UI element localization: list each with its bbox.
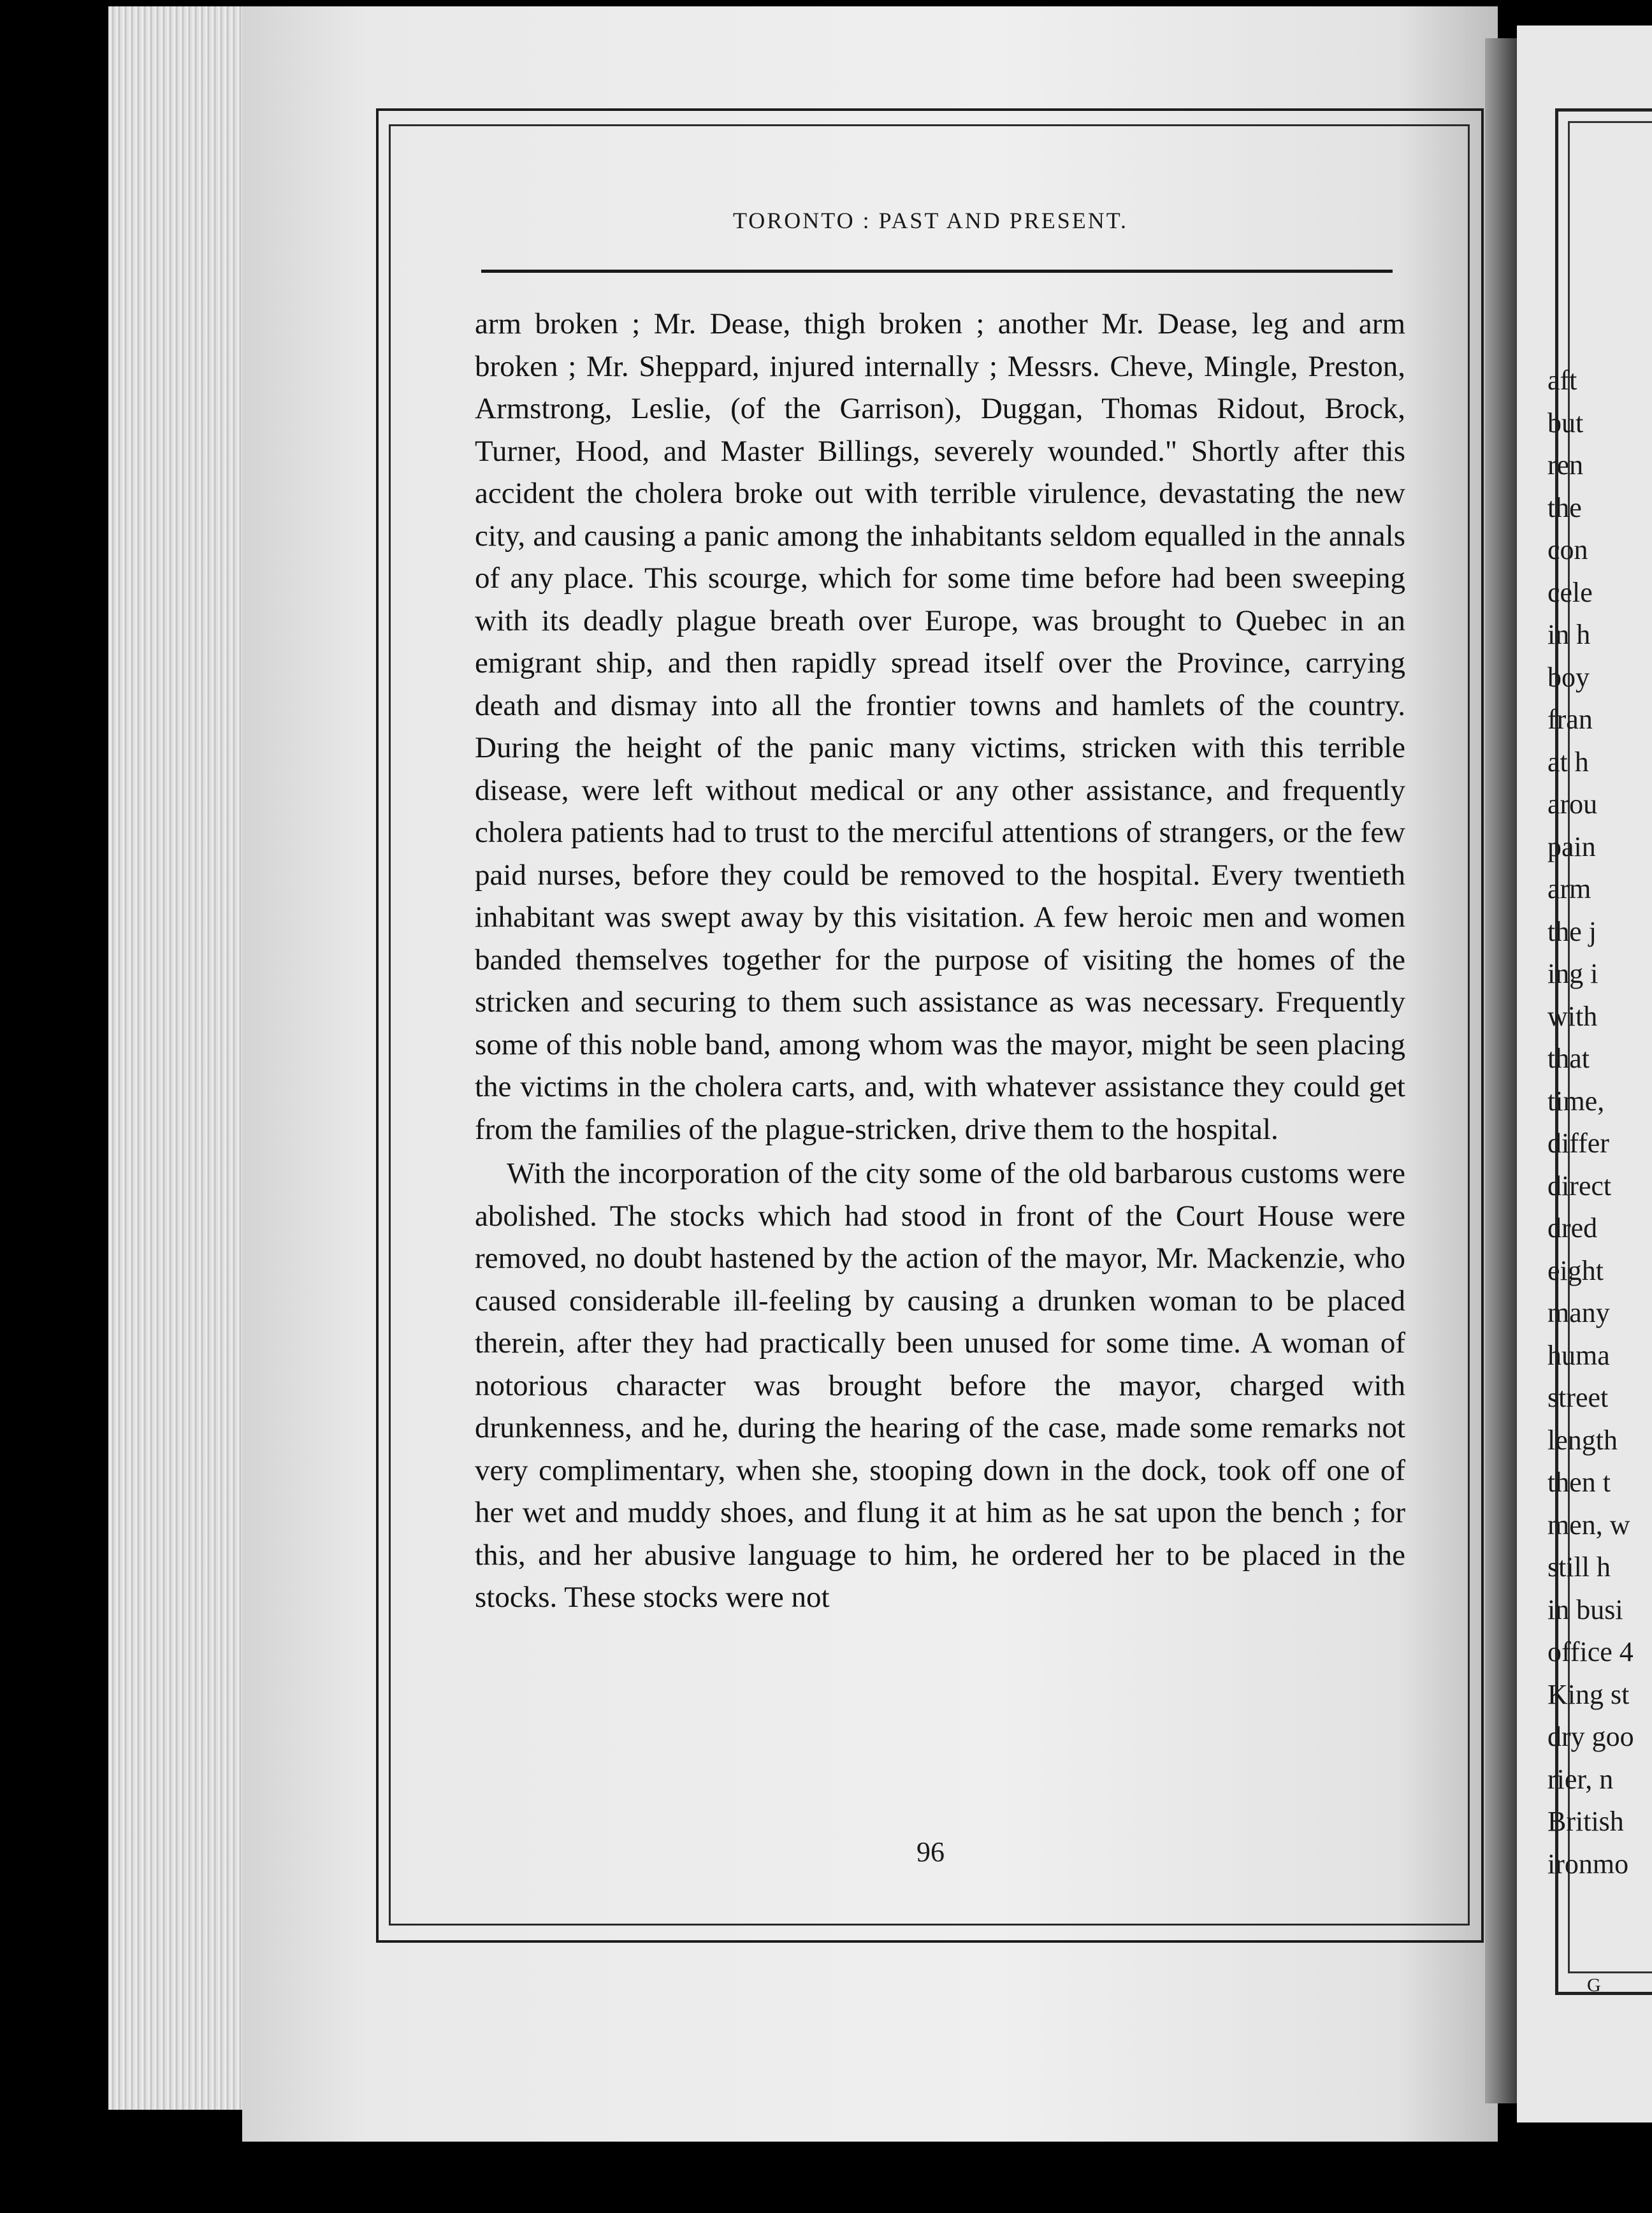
facing-page-line: con bbox=[1547, 534, 1588, 565]
facing-page-line: time, bbox=[1547, 1085, 1605, 1117]
facing-page-line: street bbox=[1547, 1382, 1609, 1413]
facing-page-line: pain bbox=[1547, 831, 1596, 862]
facing-page-line: dry goo bbox=[1547, 1721, 1634, 1752]
facing-page-line: but bbox=[1547, 407, 1584, 439]
facing-page-line: many bbox=[1547, 1297, 1610, 1328]
facing-page-line: length bbox=[1547, 1424, 1618, 1456]
facing-page-line: at h bbox=[1547, 746, 1589, 778]
facing-page-line: the j bbox=[1547, 915, 1597, 947]
facing-page-line: then t bbox=[1547, 1467, 1611, 1498]
facing-page-line: arm bbox=[1547, 873, 1591, 904]
facing-page bbox=[1517, 25, 1652, 2122]
facing-page-line: cele bbox=[1547, 576, 1593, 608]
body-text bbox=[475, 303, 1405, 1619]
facing-page-line: G bbox=[1587, 1975, 1601, 1996]
facing-page-line: direct bbox=[1547, 1170, 1612, 1201]
facing-page-line: that bbox=[1547, 1043, 1590, 1074]
facing-page-line: huma bbox=[1547, 1339, 1610, 1371]
facing-page-line: men, w bbox=[1547, 1509, 1630, 1541]
page-edges bbox=[108, 6, 242, 2110]
facing-page-line: office 4 bbox=[1547, 1636, 1634, 1667]
facing-page-line: King st bbox=[1547, 1678, 1630, 1710]
facing-page-line: dred bbox=[1547, 1212, 1598, 1244]
facing-page-line: in h bbox=[1547, 619, 1591, 650]
facing-page-line: rier, n bbox=[1547, 1763, 1614, 1795]
running-head: TORONTO : PAST AND PRESENT. bbox=[732, 208, 1129, 233]
facing-page-line: still h bbox=[1547, 1551, 1611, 1583]
facing-page-line: boy bbox=[1547, 661, 1590, 693]
paragraph-1: arm broken ; Mr. Dease, thigh broken ; another Mr. Dease, leg and arm broken ; Mr. Sheppard, injured internally ; Messrs. Cheve, Mingle, Preston, Armstrong, Leslie, (of the Garrison), Duggan, Thomas Ridout, Brock, Turner, Hood, and Master Billings, severely wounded." Shortly after this accident the cholera broke out with terrible virulence, devastating the new city, and causing a panic among the inhabitants seldom equalled in the annals of any place. This scourge, which for some time before had been sweeping with its deadly plague breath over Europe, was brought to Quebec in an emigrant ship, and then rapidly spread itself over the Province, carrying death and dismay into all the frontier towns and hamlets of the country. During the height of the panic many victims, stricken with this terrible disease, were left without medical or any other assistance, and frequently cholera patients had to trust to the merciful attentions of strangers, or the few paid nurses, before they could be removed to the hospital. Every twentieth inhabitant was swept away by this visitation. A few heroic men and women banded themselves together for the purpose of visiting the homes of the stricken and securing to them such assistance as was necessary. Frequently some of this noble band, among whom was the mayor, might be seen placing the victims in the cholera carts, and, with whatever assistance they could get from the families of the plague-stricken, drive them to the hospital. bbox=[475, 307, 1405, 1146]
facing-page-line: in busi bbox=[1547, 1593, 1623, 1625]
facing-page-text bbox=[1517, 25, 1652, 2122]
facing-page-line: with bbox=[1547, 1000, 1598, 1032]
facing-page-line: ing i bbox=[1547, 958, 1598, 989]
facing-page-line: eight bbox=[1547, 1254, 1604, 1286]
facing-page-line: fran bbox=[1547, 704, 1593, 735]
facing-page-line: aft bbox=[1547, 365, 1577, 396]
facing-page-line: British bbox=[1547, 1806, 1624, 1837]
facing-page-line: the bbox=[1547, 491, 1582, 523]
facing-page-line: arou bbox=[1547, 788, 1598, 820]
facing-page-line: ren bbox=[1547, 449, 1584, 481]
page-number: 96 bbox=[917, 1836, 945, 1868]
facing-page-line: ironmo bbox=[1547, 1848, 1629, 1880]
facing-page-line: differ bbox=[1547, 1128, 1609, 1159]
paragraph-2: With the incorporation of the city some of the old barbarous customs were abolished. The stocks which had stood in front of the Court House were removed, no doubt hastened by the action of the mayor, Mr. Mackenzie, who caused considerable ill-feeling by causing a drunken woman to be placed therein, after they had practically been unused for some time. A woman of notorious character was brought before the mayor, charged with drunkenness, and he, during the hearing of the case, made some remarks not very complimentary, when she, stooping down in the dock, took off one of her wet and muddy shoes, and flung it at him as he sat upon the bench ; for this, and her abusive language to him, he ordered her to be placed in the stocks. These stocks were not bbox=[475, 1157, 1405, 1614]
head-rule bbox=[481, 270, 1393, 273]
